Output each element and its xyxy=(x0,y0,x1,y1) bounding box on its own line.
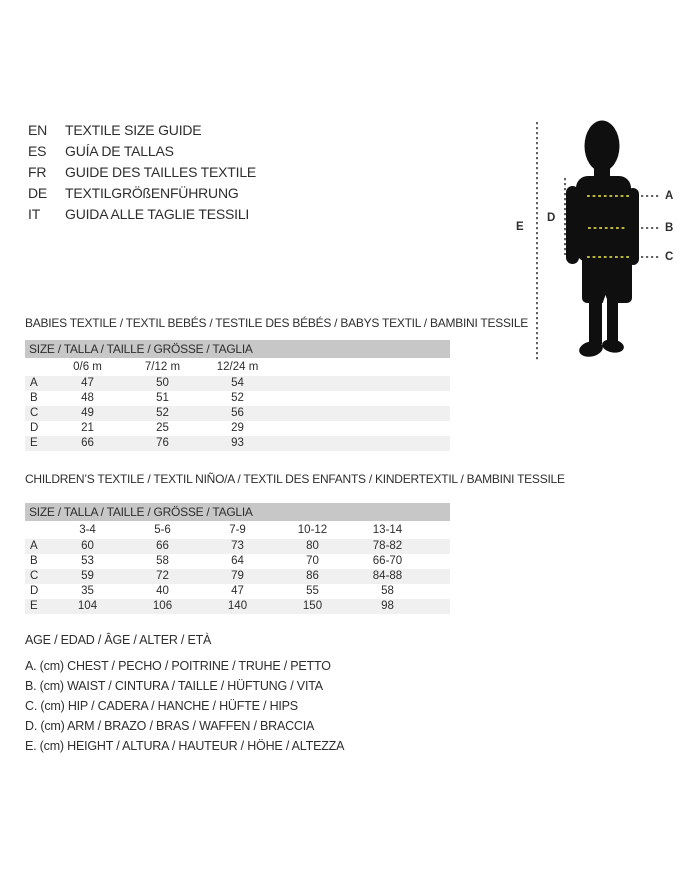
table-cell: 106 xyxy=(152,600,173,612)
row-label: D xyxy=(30,422,39,434)
babies-column-header: 7/12 m xyxy=(144,361,181,373)
children-section-title: CHILDREN’S TEXTILE / TEXTIL NIÑO/A / TEXTIL DES ENFANTS / KINDERTEXTIL / BAMBINI TESSILE xyxy=(25,472,565,486)
table-cell: 51 xyxy=(156,392,169,404)
figure-label-chest: A xyxy=(665,190,674,202)
babies-column-header-row xyxy=(25,359,450,376)
silhouette-left-leg xyxy=(589,298,602,344)
table-cell: 93 xyxy=(231,437,244,449)
table-cell: 35 xyxy=(81,585,94,597)
table-cell: 78-82 xyxy=(372,540,403,552)
table-cell: 48 xyxy=(81,392,94,404)
table-cell: 52 xyxy=(231,392,244,404)
table-cell: 50 xyxy=(156,377,169,389)
row-label: A xyxy=(30,540,38,552)
table-row xyxy=(25,554,450,569)
table-cell: 55 xyxy=(306,585,319,597)
children-column-header-row xyxy=(25,522,450,539)
silhouette-torso xyxy=(576,176,631,262)
language-code: DE xyxy=(28,185,48,201)
table-cell: 59 xyxy=(81,570,94,582)
children-size-table xyxy=(25,503,450,614)
table-cell: 80 xyxy=(306,540,319,552)
silhouette-right-leg xyxy=(607,298,618,342)
language-row xyxy=(28,162,256,183)
figure-label-height: E xyxy=(516,221,524,233)
legend-age-line: AGE / EDAD / ÂGE / ALTER / ETÀ xyxy=(25,633,212,647)
table-row xyxy=(25,406,450,421)
table-row xyxy=(25,539,450,554)
table-cell: 104 xyxy=(77,600,98,612)
table-cell: 64 xyxy=(231,555,244,567)
language-title: GUÍA DE TALLAS xyxy=(65,143,174,159)
table-row xyxy=(25,569,450,584)
table-cell: 58 xyxy=(156,555,169,567)
table-cell: 73 xyxy=(231,540,244,552)
children-column-header: 10-12 xyxy=(297,524,328,536)
table-cell: 98 xyxy=(381,600,394,612)
table-cell: 76 xyxy=(156,437,169,449)
children-column-header: 3-4 xyxy=(79,524,96,536)
babies-column-header: 12/24 m xyxy=(216,361,259,373)
row-label: D xyxy=(30,585,39,597)
language-row xyxy=(28,183,256,204)
table-cell: 29 xyxy=(231,422,244,434)
legend-item-chest: A. (cm) CHEST / PECHO / POITRINE / TRUHE / PETTO xyxy=(25,659,331,673)
figure-label-waist: B xyxy=(665,222,674,234)
table-cell: 60 xyxy=(81,540,94,552)
language-code: IT xyxy=(28,206,41,222)
table-row xyxy=(25,599,450,614)
legend-item-hip: C. (cm) HIP / CADERA / HANCHE / HÜFTE / HIPS xyxy=(25,699,298,713)
table-cell: 140 xyxy=(227,600,248,612)
table-row xyxy=(25,391,450,406)
language-row xyxy=(28,204,256,225)
row-label: B xyxy=(30,555,38,567)
table-cell: 47 xyxy=(231,585,244,597)
children-size-header-band: SIZE / TALLA / TAILLE / GRÖSSE / TAGLIA xyxy=(25,503,450,521)
row-label: B xyxy=(30,392,38,404)
babies-size-table xyxy=(25,340,450,451)
table-cell: 47 xyxy=(81,377,94,389)
language-code: EN xyxy=(28,122,48,138)
language-title: TEXTILGRÖßENFÜHRUNG xyxy=(65,185,239,201)
table-cell: 86 xyxy=(306,570,319,582)
language-code: ES xyxy=(28,143,47,159)
table-row xyxy=(25,421,450,436)
table-cell: 40 xyxy=(156,585,169,597)
silhouette-right-shoe xyxy=(601,338,625,355)
table-cell: 54 xyxy=(231,377,244,389)
legend-item-waist: B. (cm) WAIST / CINTURA / TAILLE / HÜFTUNG / VITA xyxy=(25,679,323,693)
table-row xyxy=(25,376,450,391)
babies-size-header-band: SIZE / TALLA / TAILLE / GRÖSSE / TAGLIA xyxy=(25,340,450,358)
table-cell: 84-88 xyxy=(372,570,403,582)
language-row xyxy=(28,141,256,162)
column-header-spacer xyxy=(25,359,50,376)
row-label: A xyxy=(30,377,38,389)
children-column-header: 5-6 xyxy=(154,524,171,536)
figure-label-hip: C xyxy=(665,251,674,263)
table-cell: 21 xyxy=(81,422,94,434)
table-cell: 66 xyxy=(156,540,169,552)
table-cell: 53 xyxy=(81,555,94,567)
silhouette-shorts xyxy=(582,255,632,303)
column-header-spacer xyxy=(25,522,50,539)
table-cell: 70 xyxy=(306,555,319,567)
row-label: C xyxy=(30,570,39,582)
table-cell: 66-70 xyxy=(372,555,403,567)
table-cell: 52 xyxy=(156,407,169,419)
child-silhouette-icon xyxy=(566,121,639,359)
measurement-legend xyxy=(25,633,344,756)
language-row xyxy=(28,120,256,141)
language-title: TEXTILE SIZE GUIDE xyxy=(65,122,202,138)
children-column-header: 13-14 xyxy=(372,524,403,536)
silhouette-right-arm xyxy=(627,188,639,265)
language-title: GUIDE DES TAILLES TEXTILE xyxy=(65,164,257,180)
table-cell: 58 xyxy=(381,585,394,597)
row-label: E xyxy=(30,600,38,612)
child-silhouette-figure xyxy=(500,100,700,370)
children-column-header: 7-9 xyxy=(229,524,246,536)
table-row xyxy=(25,584,450,599)
table-cell: 49 xyxy=(81,407,94,419)
table-cell: 79 xyxy=(231,570,244,582)
language-title: GUIDA ALLE TAGLIE TESSILI xyxy=(65,206,250,222)
legend-item-height: E. (cm) HEIGHT / ALTURA / HAUTEUR / HÖHE / ALTEZZA xyxy=(25,739,345,753)
figure-label-arm: D xyxy=(547,212,556,224)
table-cell: 25 xyxy=(156,422,169,434)
silhouette-left-arm xyxy=(566,186,579,264)
table-cell: 56 xyxy=(231,407,244,419)
table-cell: 150 xyxy=(302,600,323,612)
language-code: FR xyxy=(28,164,47,180)
table-cell: 72 xyxy=(156,570,169,582)
legend-item-arm: D. (cm) ARM / BRAZO / BRAS / WAFFEN / BRACCIA xyxy=(25,719,315,733)
language-header-block xyxy=(28,120,256,225)
babies-column-header: 0/6 m xyxy=(73,361,102,373)
row-label: C xyxy=(30,407,39,419)
babies-section-title: BABIES TEXTILE / TEXTIL BEBÉS / TESTILE DES BÉBÉS / BABYS TEXTIL / BAMBINI TESSILE xyxy=(25,316,529,330)
table-row xyxy=(25,436,450,451)
table-cell: 66 xyxy=(81,437,94,449)
row-label: E xyxy=(30,437,38,449)
